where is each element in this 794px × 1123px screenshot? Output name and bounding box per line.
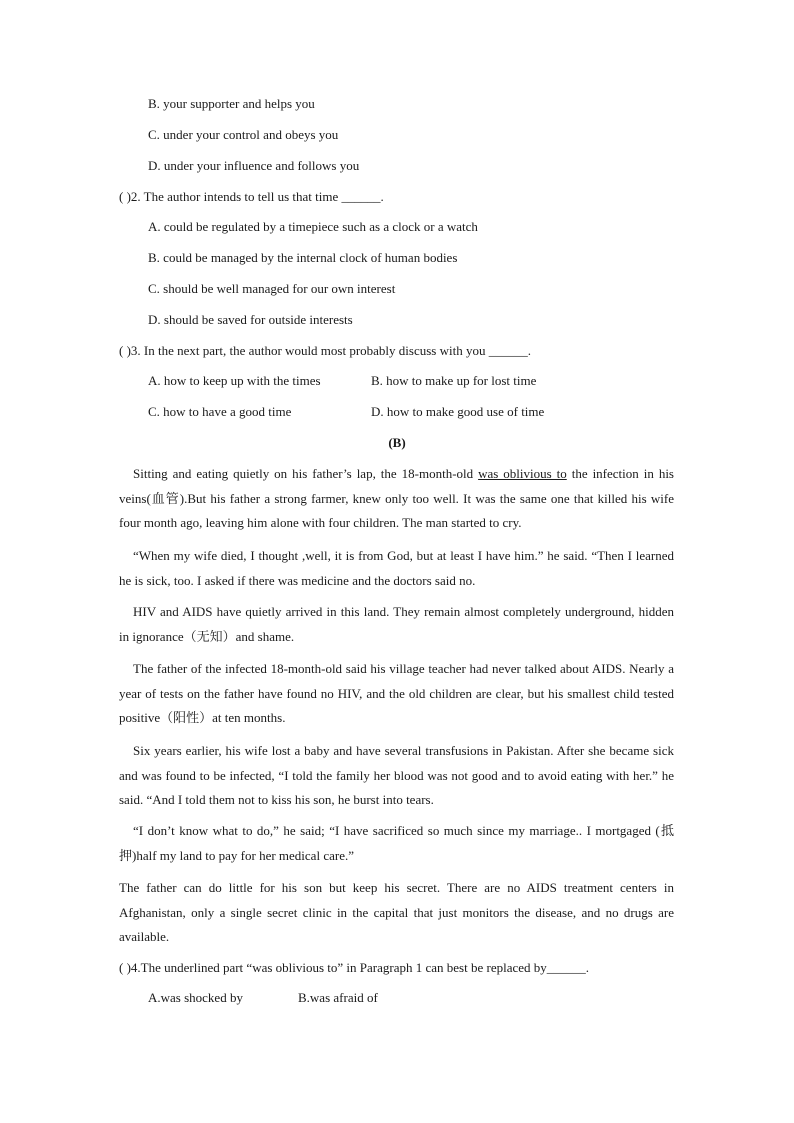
q1-option-c: C. under your control and obeys you <box>148 127 339 142</box>
p2-text: “When my wife died, I thought ,well, it is from God, but at least I have him.” he said. “Then I learned he is sick, too. I asked if there was medicine and the doctors said no. <box>119 548 674 588</box>
p1-text-start: Sitting and eating quietly on his father’s lap, the 18-month-old <box>133 466 479 481</box>
q3-option-a: A. how to keep up with the times <box>148 373 321 388</box>
p5-text: Six years earlier, his wife lost a baby and have several transfusions in Pakistan. After she became sick and was found to be infected, “I told the family her blood was not good and to avoid eating with her.” he said. “And I told them not to kiss his son, he burst into tears. <box>119 743 674 807</box>
passage-paragraph-6 <box>119 819 674 868</box>
passage-paragraph-2 <box>119 544 674 593</box>
passage-paragraph-4 <box>119 657 674 731</box>
q1-option-b: B. your supporter and helps you <box>148 96 315 111</box>
q2-option-d: D. should be saved for outside interests <box>148 312 353 327</box>
p7-text: The father can do little for his son but keep his secret. There are no AIDS treatment centers in Afghanistan, only a single secret clinic in the capital that just monitors the disease, and no drugs are available. <box>119 880 674 944</box>
q2-option-c: C. should be well managed for our own interest <box>148 281 396 296</box>
p4-text: The father of the infected 18-month-old said his village teacher had never talked about AIDS. Nearly a year of tests on the father have found no HIV, and the old children are clear, but his smallest child tested positive（阳性）at ten months. <box>119 661 674 725</box>
q2-option-b: B. could be managed by the internal clock of human bodies <box>148 250 458 265</box>
q3-option-d: D. how to make good use of time <box>371 404 545 419</box>
q1-option-d: D. under your influence and follows you <box>148 158 360 173</box>
q3-option-b: B. how to make up for lost time <box>371 373 537 388</box>
q3-option-c: C. how to have a good time <box>148 404 292 419</box>
q4-option-b: B.was afraid of <box>298 990 378 1005</box>
passage-paragraph-7 <box>119 876 674 950</box>
passage-paragraph-3 <box>119 600 674 649</box>
q4-option-a: A.was shocked by <box>148 990 243 1005</box>
q2-stem: ( )2. The author intends to tell us that time ______. <box>119 189 384 204</box>
p1-text-end: the infection in his veins(血管).But his father a strong farmer, knew only too well. It was the same one that killed his wife four month ago, leaving him alone with four children. The man started to cry. <box>119 466 674 530</box>
passage-paragraph-1 <box>119 462 674 536</box>
q4-stem: ( )4.The underlined part “was oblivious to” in Paragraph 1 can best be replaced by______. <box>119 960 590 975</box>
p1-underlined-phrase: was oblivious to <box>478 466 567 481</box>
q3-stem: ( )3. In the next part, the author would most probably discuss with you ______. <box>119 343 531 358</box>
passage-paragraph-5 <box>119 739 674 813</box>
section-title: (B) <box>388 435 406 450</box>
p3-text: HIV and AIDS have quietly arrived in this land. They remain almost completely underground, hidden in ignorance（无知）and shame. <box>119 604 674 644</box>
q2-option-a: A. could be regulated by a timepiece such as a clock or a watch <box>148 219 478 234</box>
p6-text: “I don’t know what to do,” he said; “I have sacrificed so much since my marriage.. I mortgaged (抵押)half my land to pay for her medical care.” <box>119 823 674 863</box>
